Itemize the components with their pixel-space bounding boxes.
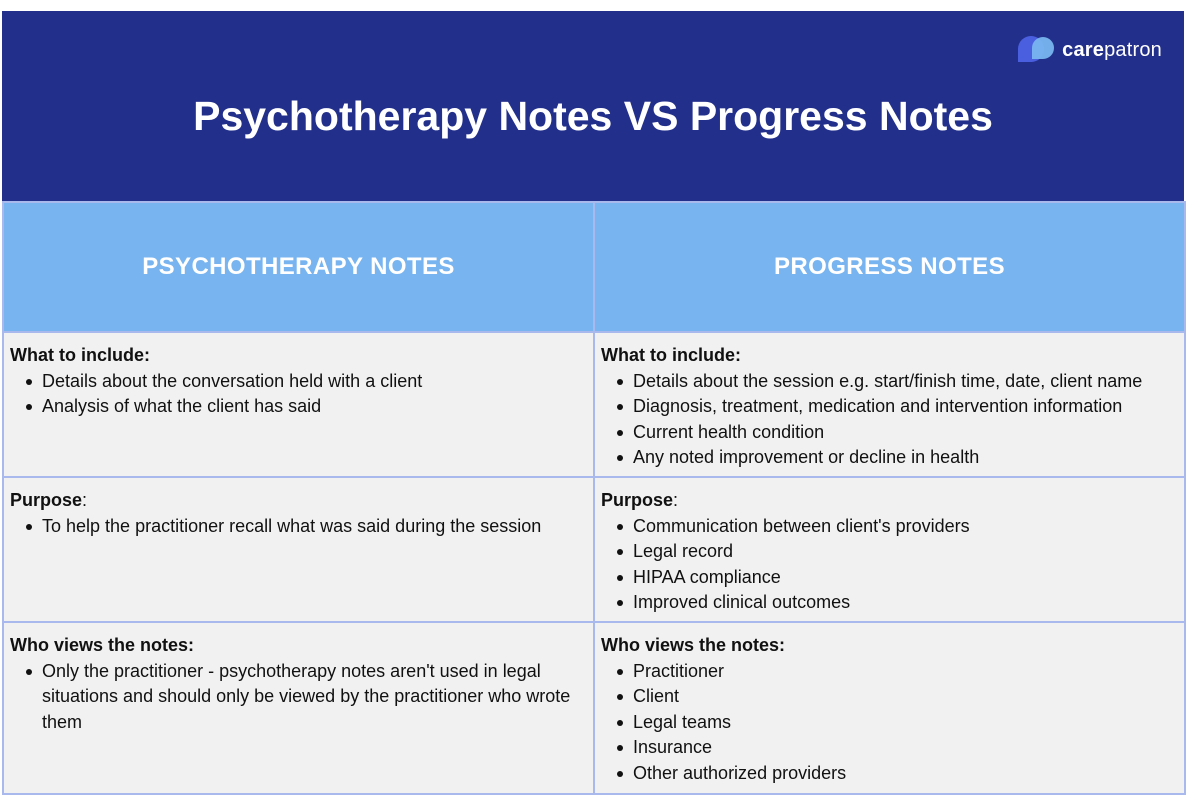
row-label xyxy=(10,633,583,659)
list-item: Analysis of what the client has said xyxy=(42,394,583,420)
bullet-list xyxy=(10,514,583,540)
bullet-list xyxy=(601,659,1174,787)
list-item: To help the practitioner recall what was said during the session xyxy=(42,514,583,540)
header-row xyxy=(3,202,1185,332)
row-label xyxy=(601,488,1174,514)
cell-psychotherapy-who-views xyxy=(3,622,594,794)
row-label-suffix: : xyxy=(673,490,679,510)
column-header-psychotherapy-notes: PSYCHOTHERAPY NOTES xyxy=(3,202,594,332)
column-header-progress-notes: PROGRESS NOTES xyxy=(594,202,1185,332)
row-label-text: Purpose xyxy=(601,490,674,510)
cell-progress-purpose xyxy=(594,477,1185,622)
row-label xyxy=(10,488,583,514)
list-item: Practitioner xyxy=(633,659,1174,685)
list-item: Other authorized providers xyxy=(633,761,1174,787)
carepatron-logo-icon xyxy=(1016,35,1056,65)
row-label-suffix: : xyxy=(82,490,88,510)
list-item: Any noted improvement or decline in health xyxy=(633,445,1174,471)
row-label xyxy=(601,633,1174,659)
row-purpose xyxy=(3,477,1185,622)
list-item: Communication between client's providers xyxy=(633,514,1174,540)
comparison-table xyxy=(2,201,1186,795)
list-item: Client xyxy=(633,684,1174,710)
logo-wordmark xyxy=(1062,38,1162,62)
logo-wordmark-bold: care xyxy=(1062,39,1105,61)
logo-wordmark-regular: patron xyxy=(1104,39,1162,61)
list-item: HIPAA compliance xyxy=(633,565,1174,591)
title-banner xyxy=(2,11,1184,201)
cell-progress-who-views xyxy=(594,622,1185,794)
list-item: Only the practitioner - psychotherapy notes aren't used in legal situations and should only be viewed by the practitioner who wrote them xyxy=(42,659,583,736)
carepatron-logo xyxy=(1016,35,1162,65)
row-label-text: What to include: xyxy=(601,345,741,365)
list-item: Legal record xyxy=(633,539,1174,565)
row-label-text: Who views the notes: xyxy=(10,635,195,655)
row-label-text: Who views the notes: xyxy=(601,635,786,655)
list-item: Details about the session e.g. start/finish time, date, client name xyxy=(633,369,1174,395)
row-who-views-the-notes xyxy=(3,622,1185,794)
row-what-to-include xyxy=(3,332,1185,477)
comparison-graphic xyxy=(2,11,1184,791)
row-label-text: What to include: xyxy=(10,345,150,365)
row-label xyxy=(601,343,1174,369)
list-item: Improved clinical outcomes xyxy=(633,590,1174,616)
bullet-list xyxy=(601,369,1174,471)
row-label xyxy=(10,343,583,369)
list-item: Diagnosis, treatment, medication and intervention information xyxy=(633,394,1174,420)
bullet-list xyxy=(10,369,583,420)
cell-psychotherapy-purpose xyxy=(3,477,594,622)
cell-progress-what-to-include xyxy=(594,332,1185,477)
cell-psychotherapy-what-to-include xyxy=(3,332,594,477)
list-item: Legal teams xyxy=(633,710,1174,736)
list-item: Details about the conversation held with a client xyxy=(42,369,583,395)
bullet-list xyxy=(10,659,583,736)
bullet-list xyxy=(601,514,1174,616)
page-title: Psychotherapy Notes VS Progress Notes xyxy=(193,93,993,139)
row-label-text: Purpose xyxy=(10,490,83,510)
list-item: Current health condition xyxy=(633,420,1174,446)
list-item: Insurance xyxy=(633,735,1174,761)
